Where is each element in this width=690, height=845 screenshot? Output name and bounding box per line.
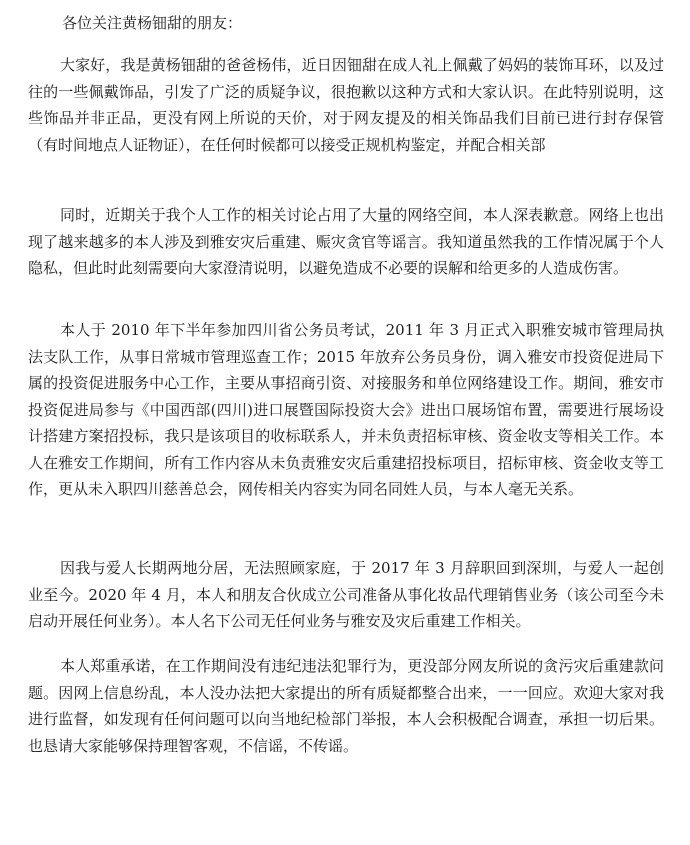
paragraph-work-history: 本人于 2010 年下半年参加四川省公务员考试，2011 年 3 月正式入职雅安城市管理局执法支队工作，从事日常城市管理巡查工作；2015 年放弃公务员身份，调入雅安市投资促进局下属的投资促进服务中心工作，主要从事招商引资、对接服务和单位网络建设工作。期间，雅安市投资促进局参与《中国西部(四川)进口展暨国际投资大会》进出口展场馆布置，需要进行展场设计搭建方案招投标，我只是该项目的收标联系人，并未负责招标审核、资金收支等相关工作。本人在雅安工作期间，所有工作内容从未负责雅安灾后重建招投标项目，招标审核、资金收支等工作，更从未入职四川慈善总会，网传相关内容实为同名同姓人员，与本人毫无关系。 <box>28 321 664 498</box>
paragraph-relocation: 因我与爱人长期两地分居，无法照顾家庭，于 2017 年 3 月辞职回到深圳，与爱人一起创业至今。2020 年 4 月，本人和朋友合伙成立公司准备从事化妆品代理销售业务（该公司至今未启动开展任何业务）。本人名下公司无任何业务与雅安及灾后重建工作相关。 <box>28 559 664 630</box>
salutation: 各位关注黄杨钿甜的朋友： <box>62 14 243 32</box>
paragraph-jewelry-explanation: 大家好，我是黄杨钿甜的爸爸杨伟，近日因钿甜在成人礼上佩戴了妈妈的装饰耳环，以及过往的一些佩戴饰品，引发了广泛的质疑争议，很抱歉以这种方式和大家认识。在此特别说明，这些饰品并非正品，更没有网上所说的天价，对于网友提及的相关饰品我们目前已进行封存保管（有时间地点人证物证），在任何时候都可以接受正规机构鉴定，并配合相关部 <box>28 56 664 154</box>
paragraph-apology: 同时，近期关于我个人工作的相关讨论占用了大量的网络空间，本人深表歉意。网络上也出现了越来越多的本人涉及到雅安灾后重建、赈灾贪官等谣言。我知道虽然我的工作情况属于个人隐私，但此时此刻需要向大家澄清说明，以避免造成不必要的误解和给更多的人造成伤害。 <box>28 206 664 277</box>
paragraph-commitment: 本人郑重承诺，在工作期间没有违纪违法犯罪行为，更没部分网友所说的贪污灾后重建款问题。因网上信息纷乱，本人没办法把大家提出的所有质疑都整合出来，一一回应。欢迎大家对我进行监督，如发现有任何问题可以向当地纪检部门举报，本人会积极配合调查，承担一切后果。也恳请大家能够保持理智客观，不信谣，不传谣。 <box>28 657 664 755</box>
